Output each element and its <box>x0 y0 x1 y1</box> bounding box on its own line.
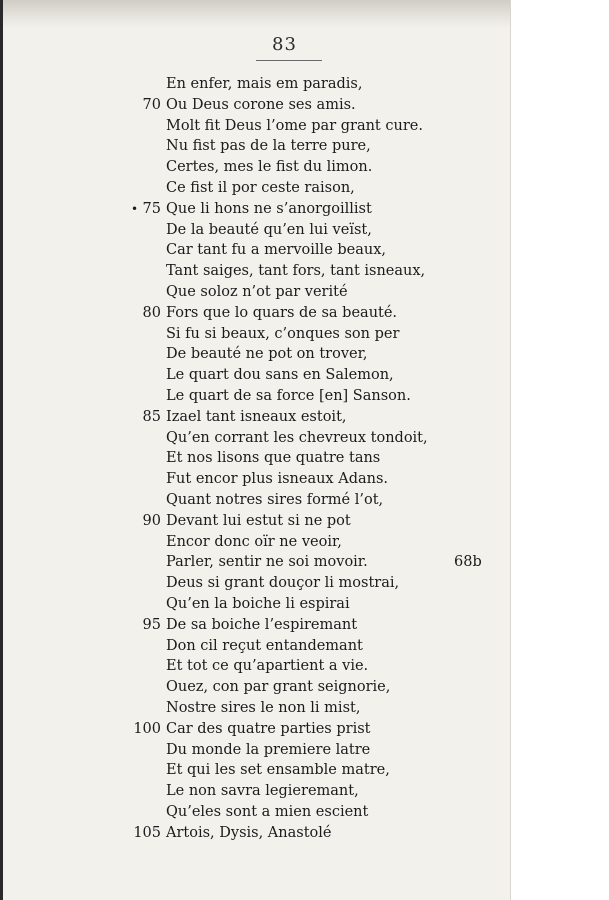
verse-line <box>0 636 510 657</box>
line-text: Fut encor plus isneaux Adans. <box>166 471 389 488</box>
verse-line <box>0 552 510 573</box>
verse-line <box>0 823 510 844</box>
line-text: Ouez, con par grant seignorie, <box>166 679 391 696</box>
line-text: De la beauté qu’en lui veïst, <box>166 221 372 238</box>
line-number: 100 <box>133 720 161 737</box>
line-text: Qu’en la boiche li espirai <box>166 595 350 612</box>
verse-line <box>0 261 510 282</box>
line-text: Que soloz n’ot par verité <box>166 283 348 300</box>
line-text: De sa boiche l’espiremant <box>166 616 358 633</box>
line-text: Nu fist pas de la terre pure, <box>166 138 371 155</box>
line-text: Ce fist il por ceste raison, <box>166 179 355 196</box>
verse-line <box>0 428 510 449</box>
line-text: Izael tant isneaux estoit, <box>166 408 347 425</box>
line-text: Parler, sentir ne soi movoir. <box>166 554 368 571</box>
verse-line <box>0 282 510 303</box>
line-text: Et qui les set ensamble matre, <box>166 762 390 779</box>
verse-line <box>0 511 510 532</box>
verse-line <box>0 240 510 261</box>
verse-line <box>0 802 510 823</box>
page-number: 83 <box>272 34 297 55</box>
verse-line <box>0 344 510 365</box>
line-text: Devant lui estut si ne pot <box>166 512 351 529</box>
verse-line <box>0 677 510 698</box>
verse-line <box>0 781 510 802</box>
line-text: Don cil reçut entandemant <box>166 637 363 654</box>
line-number: 105 <box>133 824 161 841</box>
line-text: Nostre sires le non li mist, <box>166 699 361 716</box>
line-number: 85 <box>142 408 161 425</box>
verse-line <box>0 615 510 636</box>
poem-text <box>0 74 510 843</box>
line-text: Que li hons ne s’anorgoillist <box>166 200 372 217</box>
verse-line <box>0 386 510 407</box>
margin-mark: • <box>131 201 139 216</box>
line-text: Certes, mes le fist du limon. <box>166 159 373 176</box>
line-text: Et nos lisons que quatre tans <box>166 450 381 467</box>
line-number: 95 <box>142 616 161 633</box>
verse-line <box>0 365 510 386</box>
page-number-rule <box>256 60 322 61</box>
folio-note: 68b <box>454 554 482 571</box>
line-text: Encor donc oïr ne veoir, <box>166 533 342 550</box>
line-text: Molt fit Deus l’ome par grant cure. <box>166 117 423 134</box>
line-text: De beauté ne pot on trover, <box>166 346 368 363</box>
line-text: Artois, Dysis, Anastolé <box>166 824 332 841</box>
line-number: 90 <box>142 512 161 529</box>
verse-line <box>0 656 510 677</box>
verse-line <box>0 220 510 241</box>
verse-line <box>0 469 510 490</box>
verse-line <box>0 698 510 719</box>
line-text: Tant saiges, tant fors, tant isneaux, <box>166 263 426 280</box>
verse-line <box>0 157 510 178</box>
verse-line <box>0 178 510 199</box>
line-text: Fors que lo quars de sa beauté. <box>166 304 398 321</box>
verse-line <box>0 448 510 469</box>
line-text: Si fu si beaux, c’onques son per <box>166 325 400 342</box>
line-text: Ou Deus corone ses amis. <box>166 96 356 113</box>
line-text: En enfer, mais em paradis, <box>166 76 363 92</box>
verse-line <box>0 594 510 615</box>
verse-line <box>0 532 510 553</box>
verse-line <box>0 407 510 428</box>
verse-line <box>0 760 510 781</box>
verse-line <box>0 136 510 157</box>
line-text: Le quart de sa force [en] Sanson. <box>166 387 411 404</box>
verse-line <box>0 116 510 137</box>
line-number: 80 <box>142 304 161 321</box>
line-text: Le quart dou sans en Salemon, <box>166 367 394 384</box>
line-text: Quant notres sires formé l’ot, <box>166 491 384 508</box>
line-text: Qu’en corrant les chevreux tondoit, <box>166 429 428 446</box>
verse-line <box>0 95 510 116</box>
line-number: 70 <box>142 96 161 113</box>
verse-line <box>0 324 510 345</box>
line-text: Du monde la premiere latre <box>166 741 371 758</box>
verse-line <box>0 199 510 220</box>
verse-line <box>0 719 510 740</box>
line-text: Car tant fu a mervoille beaux, <box>166 242 387 259</box>
line-text: Le non savra legieremant, <box>166 783 359 800</box>
verse-line <box>0 303 510 324</box>
line-text: Et tot ce qu’apartient a vie. <box>166 658 369 675</box>
line-text: Car des quatre parties prist <box>166 720 371 737</box>
line-number: 75 <box>142 200 161 217</box>
verse-line <box>0 74 510 95</box>
verse-line <box>0 740 510 761</box>
verse-line <box>0 490 510 511</box>
line-text: Deus si grant douçor li mostrai, <box>166 575 400 592</box>
verse-line <box>0 573 510 594</box>
line-text: Qu’eles sont a mien escient <box>166 803 369 820</box>
